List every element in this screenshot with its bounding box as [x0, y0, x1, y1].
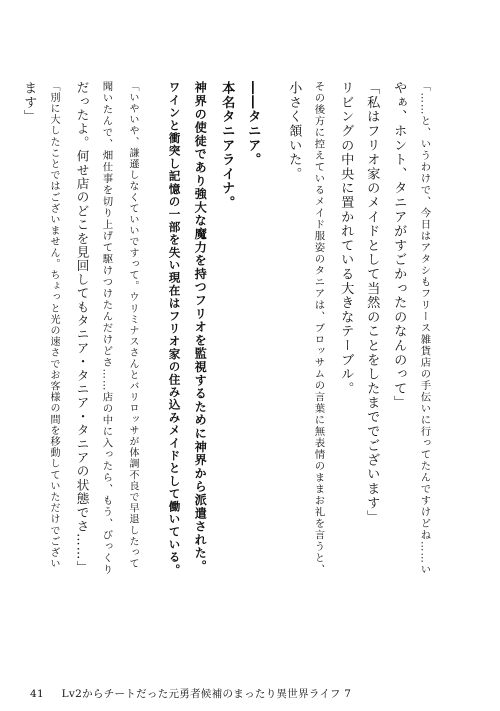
text-line-17: ます」: [21, 81, 37, 124]
page-number: 41: [30, 688, 44, 700]
text-line-2: やぁ、ホント、タニアがすごかったのなんのって」: [391, 81, 407, 410]
text-line-15: だったよ。何せ店のどこを見回してもタニア・タニア・タニアの状態でさ……」: [74, 81, 90, 575]
page-footer: [30, 686, 351, 701]
profile-real-name: 本名タニアライナ。: [219, 81, 235, 210]
text-line-1: 「……と、いうわけで、今日はアタシもフリース雑貨店の手伝いに行ってたんですけどね……い: [418, 81, 431, 576]
text-line-14: 聞いたんで、畑仕事を切り上げて駆けつけたんだけどさ……店の中に入ったら、もう、びっくり: [100, 81, 113, 576]
text-line-13: 「いやいや、謙遜しなくていいですって。ウリミナスさんとバリロッサが体調不良で早退したって: [127, 81, 138, 570]
profile-description-2: ワインと衝突し記憶の一部を失い現在はフリオ家の住み込みメイドとして働いている。: [167, 81, 182, 577]
profile-description-1: 神界の使徒であり強大な魔力を持つフリオを監視するために神界から派遣された。: [193, 81, 208, 574]
book-title: Lv2からチートだった元勇者候補のまったり異世界ライフ 7: [61, 688, 352, 700]
text-line-5: その後方に控えているメイド服姿のタニアは、ブロッサムの言葉に無表情のままお礼を言うと、: [312, 81, 325, 576]
text-line-3: 「私はフリオ家のメイドとして当然のことをしたまででございます」: [364, 81, 380, 525]
text-line-6: 小さく頷いた。: [286, 81, 302, 182]
text-line-4: リビングの中央に置かれている大きなテーブル。: [338, 81, 354, 396]
profile-name-line: ――タニア。: [245, 81, 261, 167]
text-line-16: 「別に大したことではございません。ちょっと光の速さでお客様の間を移動していただけでござい: [48, 81, 59, 570]
